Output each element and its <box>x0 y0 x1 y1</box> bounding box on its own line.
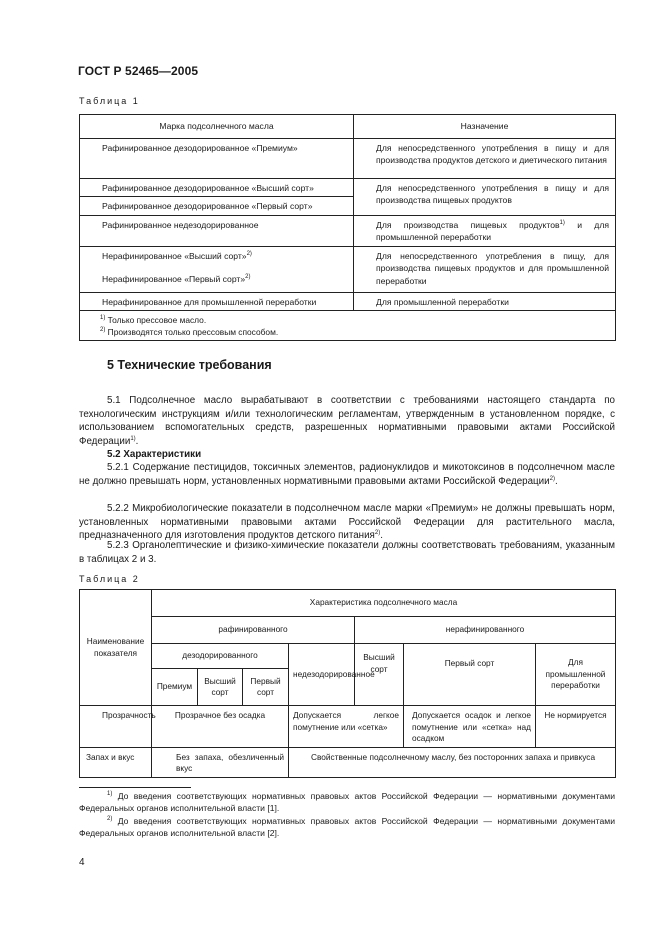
brand-cell: Рафинированное недезодорированное <box>80 215 354 246</box>
paragraph-5-2-2 <box>79 502 615 543</box>
table-row <box>80 138 616 178</box>
nondeodorized-cell: Допускается легкое помутнение или «сетка» <box>289 706 404 748</box>
purpose-text: и для промышленной переработки <box>376 219 609 242</box>
industrial-header: Для промышленной переработки <box>536 644 616 706</box>
paragraph-5-2-3: 5.2.3 Органолептические и физико-химические показатели должны соответствовать требованиям, указанным в таблицах 2 и 3. <box>79 540 615 565</box>
page-footnote-2 <box>79 815 615 839</box>
table1-col2-header: Назначение <box>354 115 616 139</box>
deodorized-header: дезодорированного <box>152 644 289 669</box>
table-header-row <box>80 617 616 644</box>
table-row <box>80 706 616 748</box>
footnote-ref: 2) <box>246 250 252 257</box>
brand-cell: Рафинированное дезодорированное «Премиум» <box>80 138 354 178</box>
footnote-mark: 2) <box>107 816 113 822</box>
table1-footnote-2 <box>100 326 609 338</box>
footnote-ref: 1) <box>130 435 136 442</box>
table-footnote-row <box>80 311 616 341</box>
brand-cell: Рафинированное дезодорированное «Высший сорт» <box>80 178 354 197</box>
footnote-text: До введения соответствующих нормативных правовых актов Российской Федерации — нормативными документами Федеральных органов исполнительной власти [2]. <box>79 816 616 838</box>
footnote-mark: 2) <box>100 327 106 333</box>
footnote-ref: 1) <box>559 219 565 226</box>
premium-header: Премиум <box>152 669 198 706</box>
table1 <box>79 114 616 341</box>
brand-text: Нерафинированное «Высший сорт» <box>102 250 247 261</box>
table1-footnotes <box>80 311 616 341</box>
brand-cell <box>80 246 354 270</box>
footnote-text: Только прессовое масло. <box>107 315 207 325</box>
table-row <box>80 246 616 270</box>
refined-cell: Без запаха, обезличенный вкус <box>152 747 289 777</box>
brand-cell: Нерафинированное для промышленной переработки <box>80 292 354 311</box>
table1-col1-header: Марка подсолнечного масла <box>80 115 354 139</box>
purpose-text: Для производства пищевых продуктов <box>376 219 560 230</box>
table-row <box>80 292 616 311</box>
table-row <box>80 215 616 246</box>
table-header-row <box>80 590 616 617</box>
table1-footnote-1 <box>100 314 609 326</box>
paragraph-text: . <box>554 475 558 487</box>
refined-header: рафинированного <box>152 617 355 644</box>
page-footnote-1 <box>79 790 615 814</box>
refined-cell: Прозрачное без осадка <box>152 706 289 748</box>
industrial-cell: Не нормируется <box>536 706 616 748</box>
purpose-cell: Для непосредственного употребления в пищу, для производства пищевых продуктов и для промышленной переработки <box>354 246 616 292</box>
brand-cell: Рафинированное дезодорированное «Первый сорт» <box>80 197 354 216</box>
nondeodorized-header: недезодорированное <box>289 644 355 706</box>
table-row <box>80 747 616 777</box>
paragraph-text: 5.2.2 Микробиологические показатели в подсолнечном масле марки «Премиум» не должны превышать норм, установленных нормативными правовыми актами Российской Федерации для растительного масла, предназначенного для изготовления продуктов детского питания <box>79 503 615 542</box>
brand-cell <box>80 270 354 292</box>
paragraph-text: . <box>380 530 383 542</box>
table-row <box>80 178 616 197</box>
indicator-cell: Запах и вкус <box>80 747 152 777</box>
unrefined-header: нерафинированного <box>355 617 616 644</box>
first-grade-cell: Допускается осадок и легкое помутнение или «сетка» над осадком <box>404 706 536 748</box>
purpose-cell: Для промышленной переработки <box>354 292 616 311</box>
section-heading: 5 Технические требования <box>107 358 272 372</box>
footnote-text: До введения соответствующих нормативных правовых актов Российской Федерации — нормативными документами Федеральных органов исполнительной власти [1]. <box>79 791 616 813</box>
first-grade-header: Первый сорт <box>404 644 536 706</box>
table2 <box>79 589 616 778</box>
purpose-cell: Для непосредственного употребления в пищу и для производства продуктов детского и диетического питания <box>354 138 616 178</box>
table1-caption: Таблица 1 <box>79 96 140 106</box>
paragraph-text: 5.2.1 Содержание пестицидов, токсичных элементов, радионуклидов и микотоксинов в подсолнечном масле не должно превышать норм, установленных нормативными правовыми актами Российской Федерации <box>79 462 615 487</box>
footnote-ref: 2) <box>549 475 555 482</box>
indicator-cell: Прозрачность <box>80 706 152 748</box>
paragraph-text: 5.1 Подсолнечное масло вырабатывают в соответствии с требованиями настоящего стандарта по технологическим инструкциям и/или технологическим регламентам, утвержденным в установленном порядке, с использованием вспомогательных средств, разрешенных нормативными правовыми актами Российской Федерации <box>79 395 615 447</box>
purpose-cell <box>354 215 616 246</box>
table2-char-header: Характеристика подсолнечного масла <box>152 590 616 617</box>
table2-caption: Таблица 2 <box>79 574 140 584</box>
paragraph-5-1 <box>79 394 615 448</box>
first-grade-header: Первый сорт <box>243 669 289 706</box>
higher-grade-header: Высший сорт <box>355 644 404 706</box>
footnote-ref: 2) <box>245 274 251 280</box>
footnote-divider <box>79 787 191 788</box>
subsection-heading: 5.2 Характеристики <box>107 449 202 460</box>
footnote-ref: 2) <box>374 530 381 537</box>
table-header-row <box>80 115 616 139</box>
brand-text: Нерафинированное «Первый сорт» <box>102 274 246 284</box>
document-header: ГОСТ Р 52465—2005 <box>78 64 199 78</box>
footnote-mark: 1) <box>107 791 113 797</box>
table-header-row <box>80 644 616 669</box>
page-number: 4 <box>79 857 85 868</box>
higher-grade-header: Высший сорт <box>198 669 243 706</box>
paragraph-text: . <box>135 435 139 447</box>
paragraph-5-2-1 <box>79 461 615 488</box>
other-grades-cell: Свойственные подсолнечному маслу, без посторонних запаха и привкуса <box>289 747 616 777</box>
footnote-mark: 1) <box>100 315 106 321</box>
footnote-text: Производятся только прессовым способом. <box>107 327 279 337</box>
table2-name-header: Наименование показателя <box>80 590 152 706</box>
purpose-cell: Для непосредственного употребления в пищу и для производства пищевых продуктов <box>354 178 616 215</box>
